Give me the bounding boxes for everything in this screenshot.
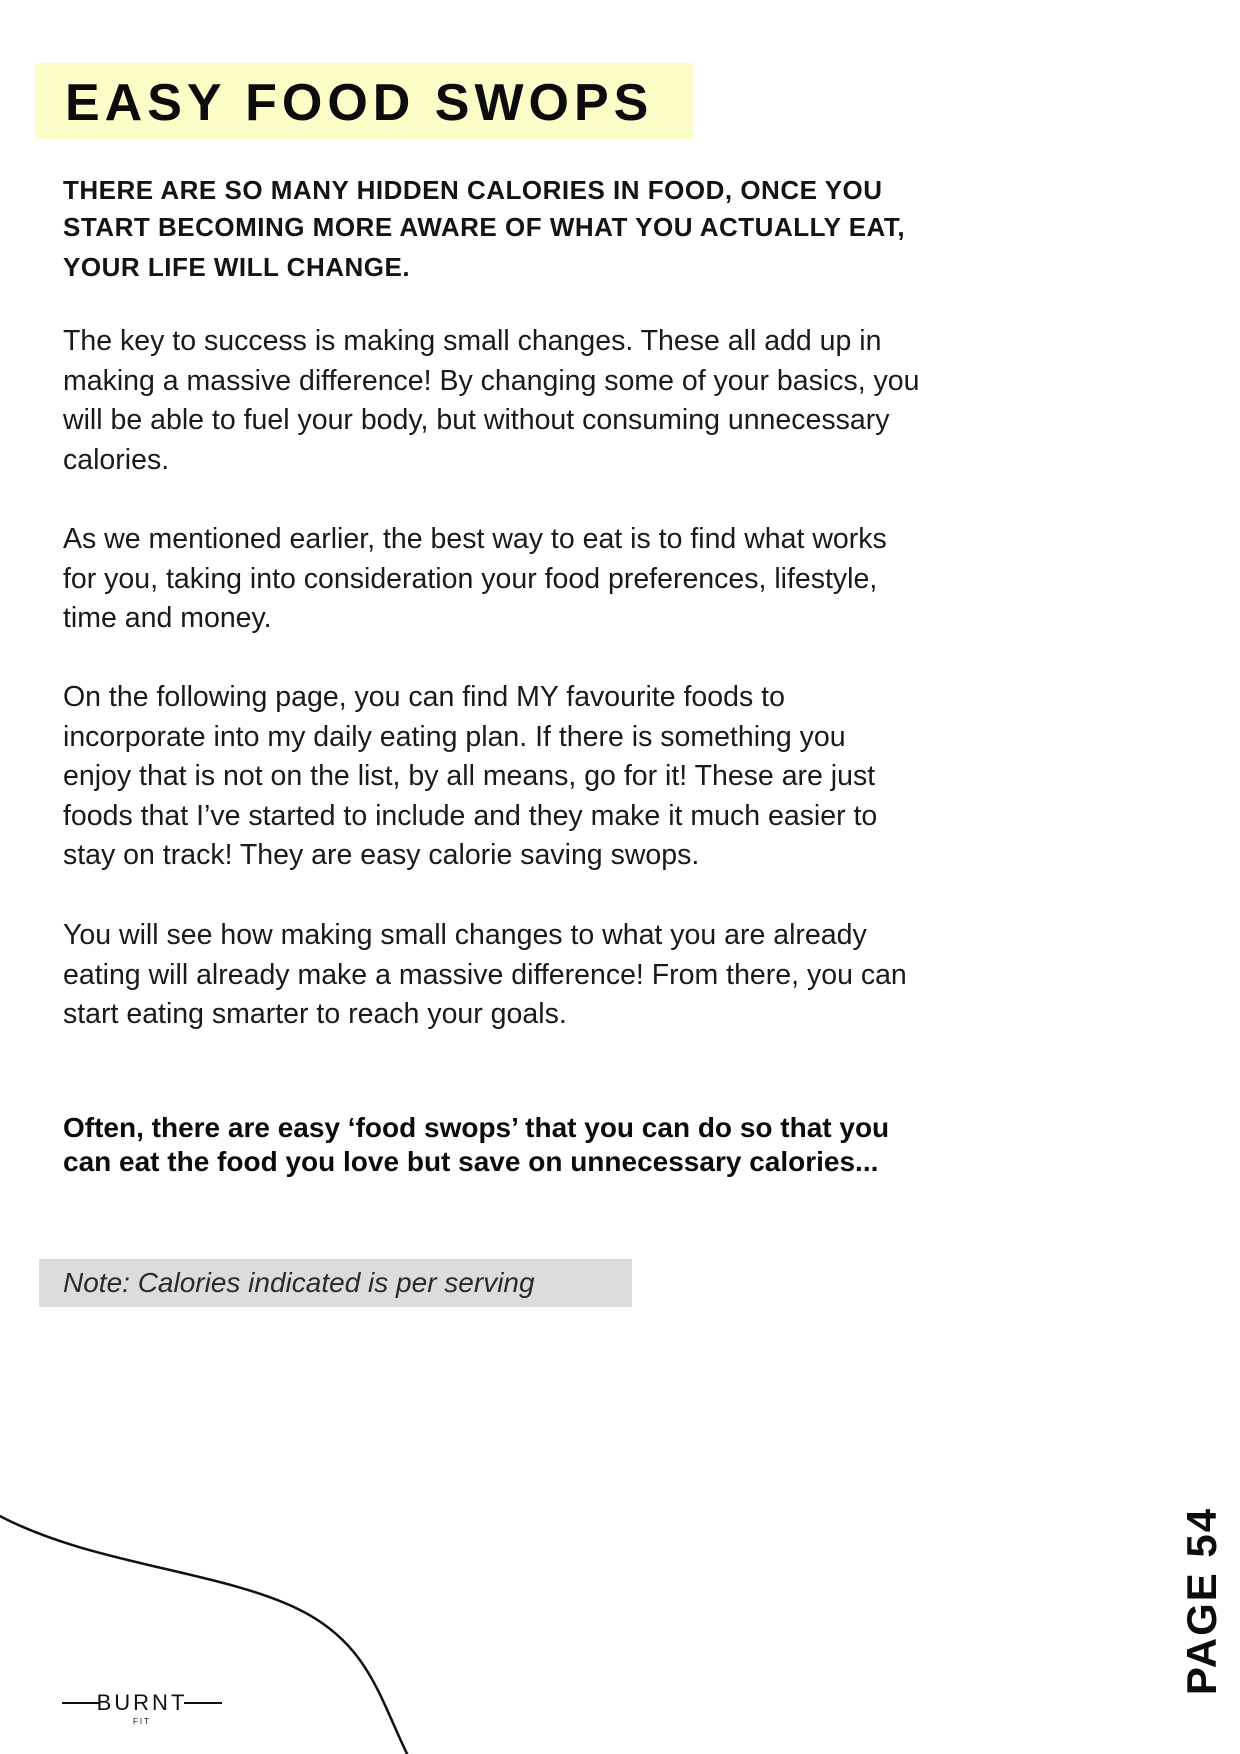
callout-line: Often, there are easy ‘food swops’ that you can do so that you [63,1112,890,1143]
logo-wordmark: BURNT [96,1690,188,1715]
intro-line: START BECOMING MORE AWARE OF WHAT YOU ACTUALLY EAT, [63,212,906,242]
paragraph-line: You will see how making small changes to what you are already [63,919,867,951]
callout-line: can eat the food you love but save on unnecessary calories... [63,1146,879,1177]
body-paragraph-3 [63,678,1063,876]
paragraph-line: calories. [63,443,170,476]
calorie-note: Note: Calories indicated is per serving [63,1267,535,1298]
body-paragraph-4 [63,916,1063,1035]
paragraph-line: incorporate into my daily eating plan. If there is something you [63,720,846,753]
paragraph-line: time and money. [63,602,272,634]
page-number [1162,1506,1240,1696]
brand-logo [62,1690,222,1729]
paragraph-line: As we mentioned earlier, the best way to eat is to find what works [63,523,887,555]
page-number-text: PAGE 54 [1178,1506,1225,1696]
callout-text [63,1111,1063,1179]
paragraph-line: will be able to fuel your body, but without consuming unnecessary [63,404,890,436]
logo-subtext: FIT [133,1717,151,1726]
intro-line: YOUR LIFE WILL CHANGE. [63,252,411,282]
paragraph-line: On the following page, you can find MY favourite foods to [63,681,785,713]
intro-heading [63,172,1043,286]
paragraph-line: stay on track! They are easy calorie saving swops. [63,839,700,871]
paragraph-line: start eating smarter to reach your goals. [63,998,567,1030]
paragraph-line: for you, taking into consideration your food preferences, lifestyle, [63,562,878,595]
paragraph-line: foods that I’ve started to include and they make it much easier to [63,799,878,832]
body-paragraph-1 [63,322,1063,480]
paragraph-line: making a massive difference! By changing some of your basics, you [63,364,920,397]
page-title: EASY FOOD SWOPS [65,74,654,132]
intro-line: THERE ARE SO MANY HIDDEN CALORIES IN FOOD, ONCE YOU [63,175,883,205]
paragraph-line: The key to success is making small changes. These all add up in [63,325,882,357]
paragraph-line: eating will already make a massive difference! From there, you can [63,958,907,991]
body-paragraph-2 [63,520,1063,639]
paragraph-line: enjoy that is not on the list, by all means, go for it! These are just [63,760,876,792]
